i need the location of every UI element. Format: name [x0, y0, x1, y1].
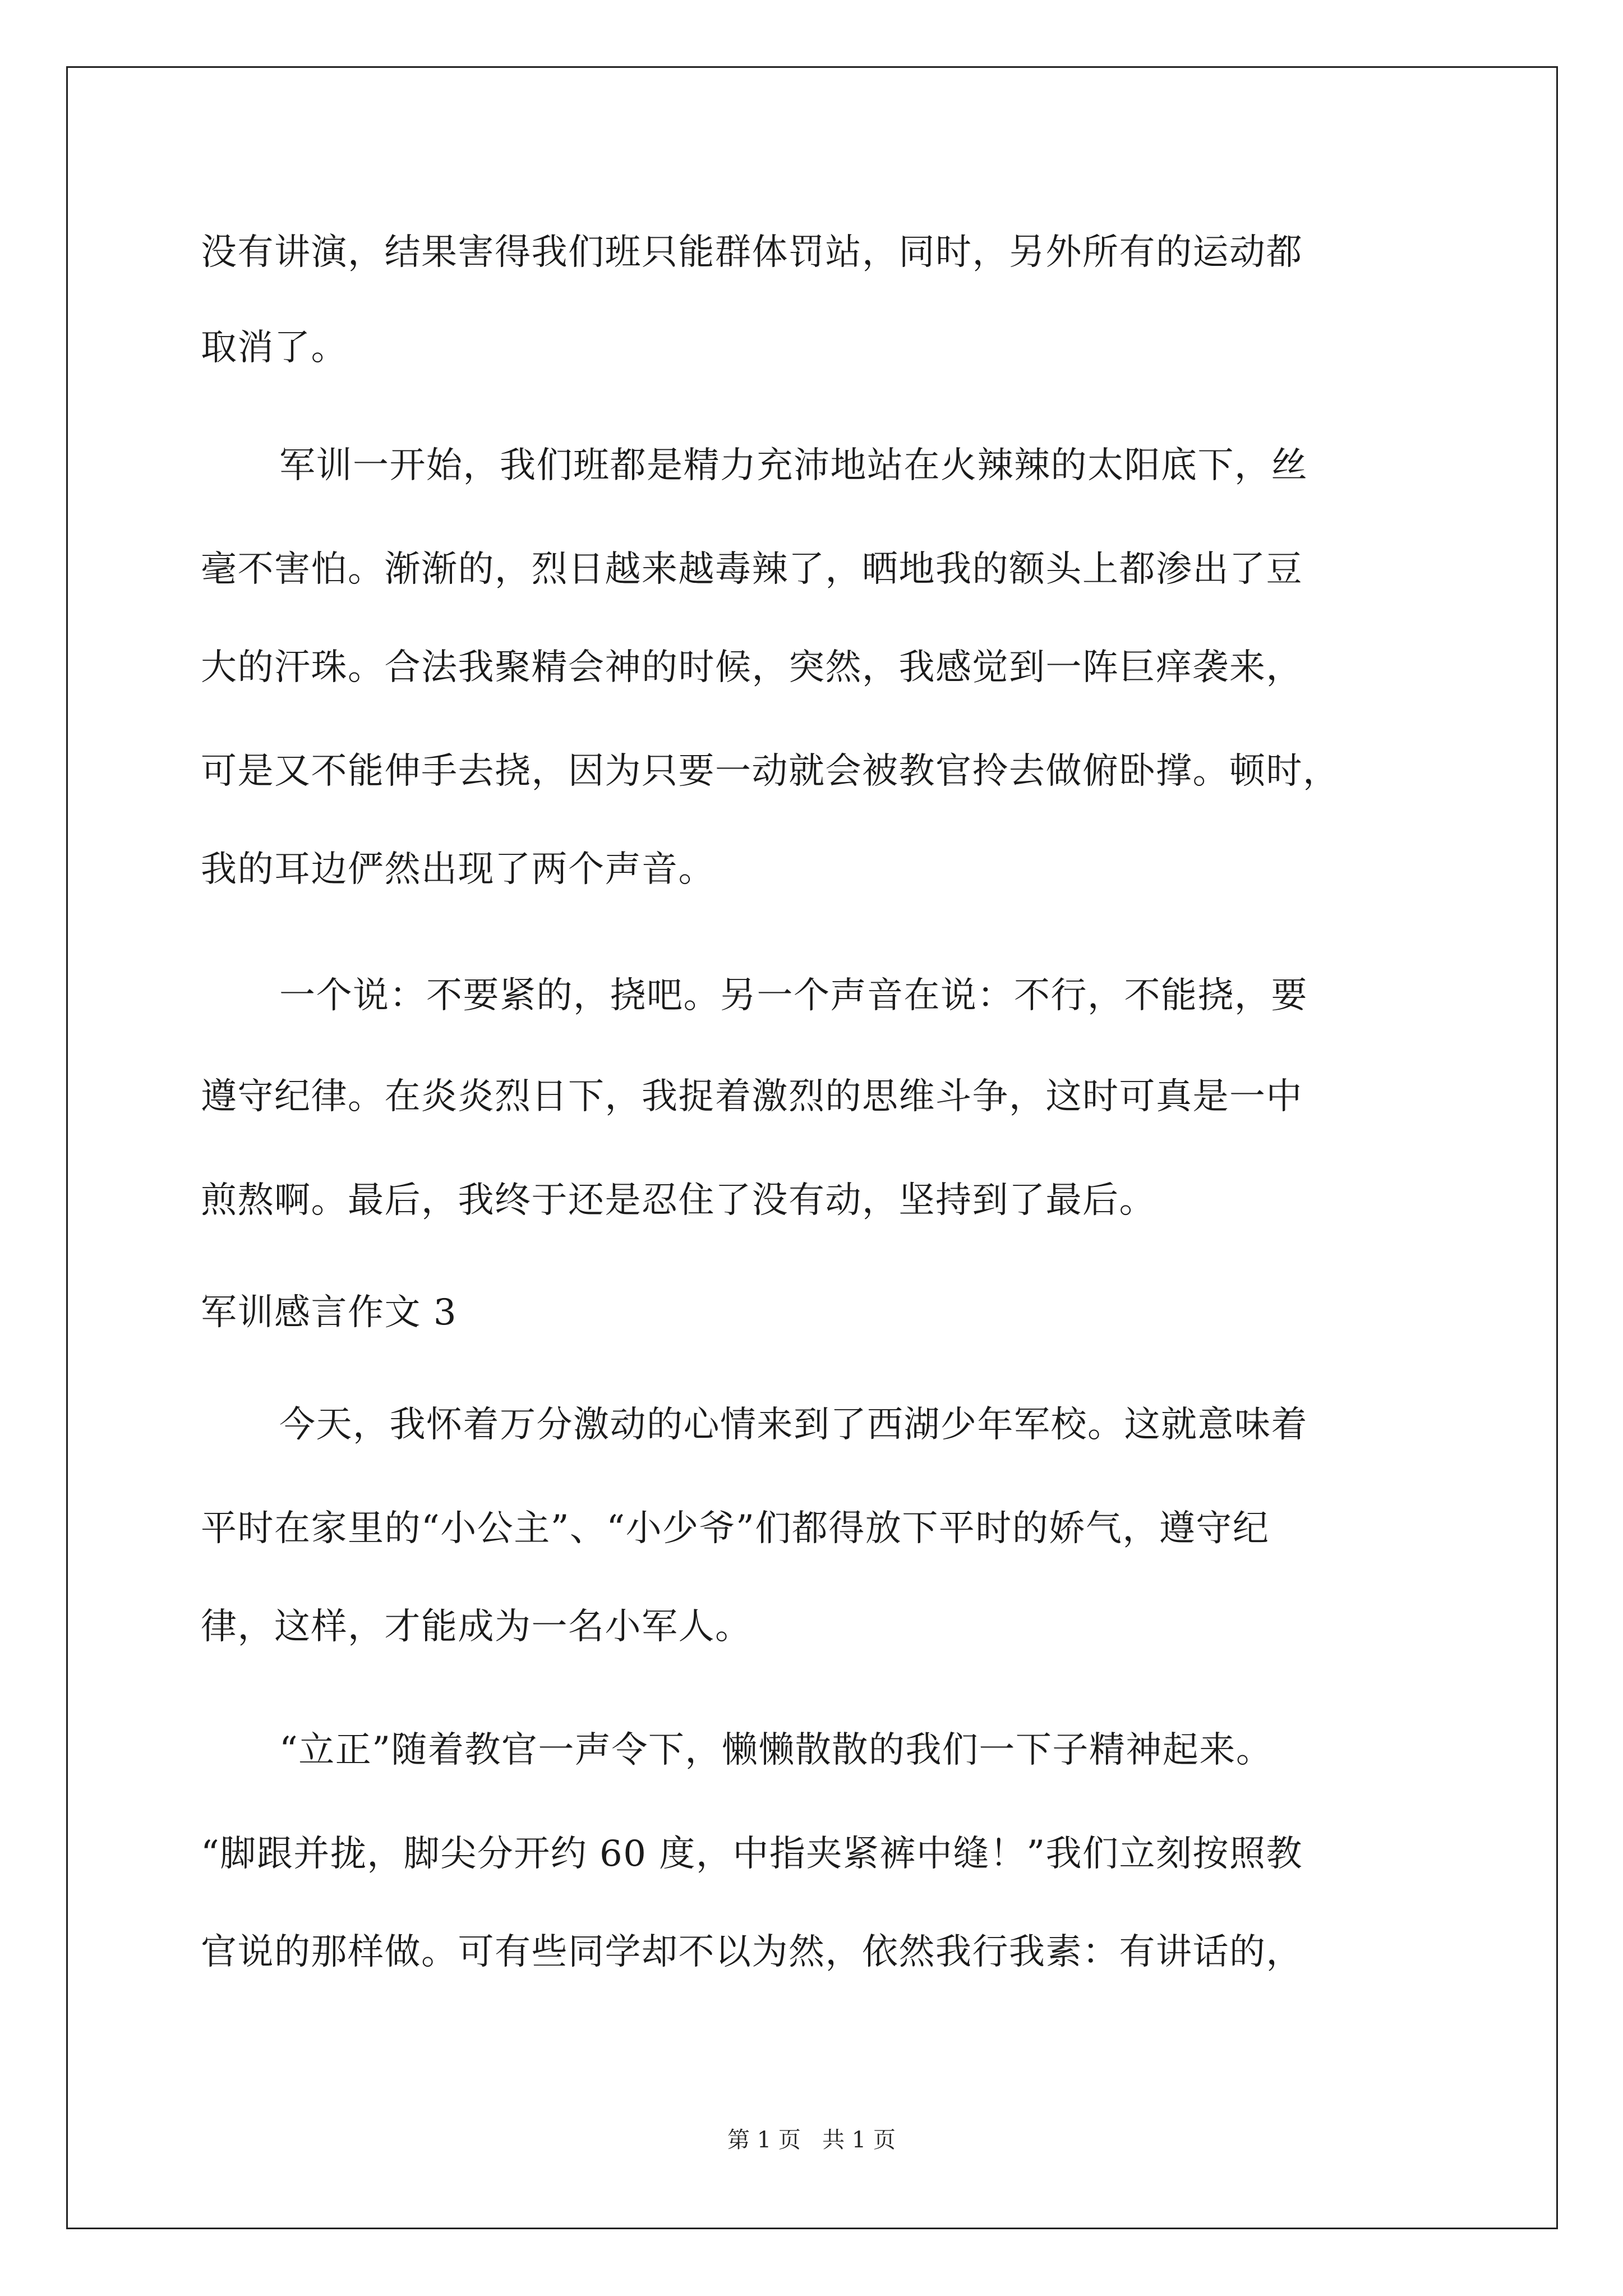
section-heading: 军训感言作文 3 [201, 1292, 458, 1333]
page-border [66, 66, 1558, 2229]
body-line-14: 律，这样，才能成为一名小军人。 [201, 1606, 752, 1648]
page-number: 第 1 页 [727, 2127, 801, 2153]
page-footer [0, 2126, 1623, 2154]
body-line-12: 今天，我怀着万分激动的心情来到了西湖少年军校。这就意味着 [279, 1404, 1308, 1446]
body-line-1: 没有讲演，结果害得我们班只能群体罚站，同时，另外所有的运动都 [201, 232, 1303, 273]
body-line-15: “立正”随着教官一声令下，懒懒散散的我们一下子精神起来。 [279, 1729, 1273, 1771]
body-line-6: 可是又不能伸手去挠，因为只要一动就会被教官拎去做俯卧撑。顿时， [201, 751, 1340, 792]
body-line-9: 遵守纪律。在炎炎烈日下，我捉着激烈的思维斗争，这时可真是一中 [201, 1076, 1303, 1117]
page-total: 共 1 页 [822, 2127, 896, 2153]
body-line-5: 大的汗珠。合法我聚精会神的时候，突然，我感觉到一阵巨痒袭来， [201, 647, 1303, 688]
body-line-13: 平时在家里的“小公主”、“小少爷”们都得放下平时的娇气，遵守纪 [201, 1508, 1270, 1549]
body-line-10: 煎熬啊。最后，我终于还是忍住了没有动，坚持到了最后。 [201, 1180, 1156, 1221]
body-line-16: “脚跟并拢，脚尖分开约 60 度，中指夹紧裤中缝！”我们立刻按照教 [201, 1833, 1303, 1875]
body-line-3: 军训一开始，我们班都是精力充沛地站在火辣辣的太阳底下，丝 [279, 445, 1308, 486]
body-line-2: 取消了。 [201, 327, 348, 369]
body-line-7: 我的耳边俨然出现了两个声音。 [201, 849, 715, 890]
body-line-4: 毫不害怕。渐渐的，烈日越来越毒辣了，晒地我的额头上都渗出了豆 [201, 549, 1303, 590]
body-line-17: 官说的那样做。可有些同学却不以为然，依然我行我素：有讲话的， [201, 1931, 1303, 1973]
body-line-8: 一个说：不要紧的，挠吧。另一个声音在说：不行，不能挠，要 [279, 975, 1308, 1016]
